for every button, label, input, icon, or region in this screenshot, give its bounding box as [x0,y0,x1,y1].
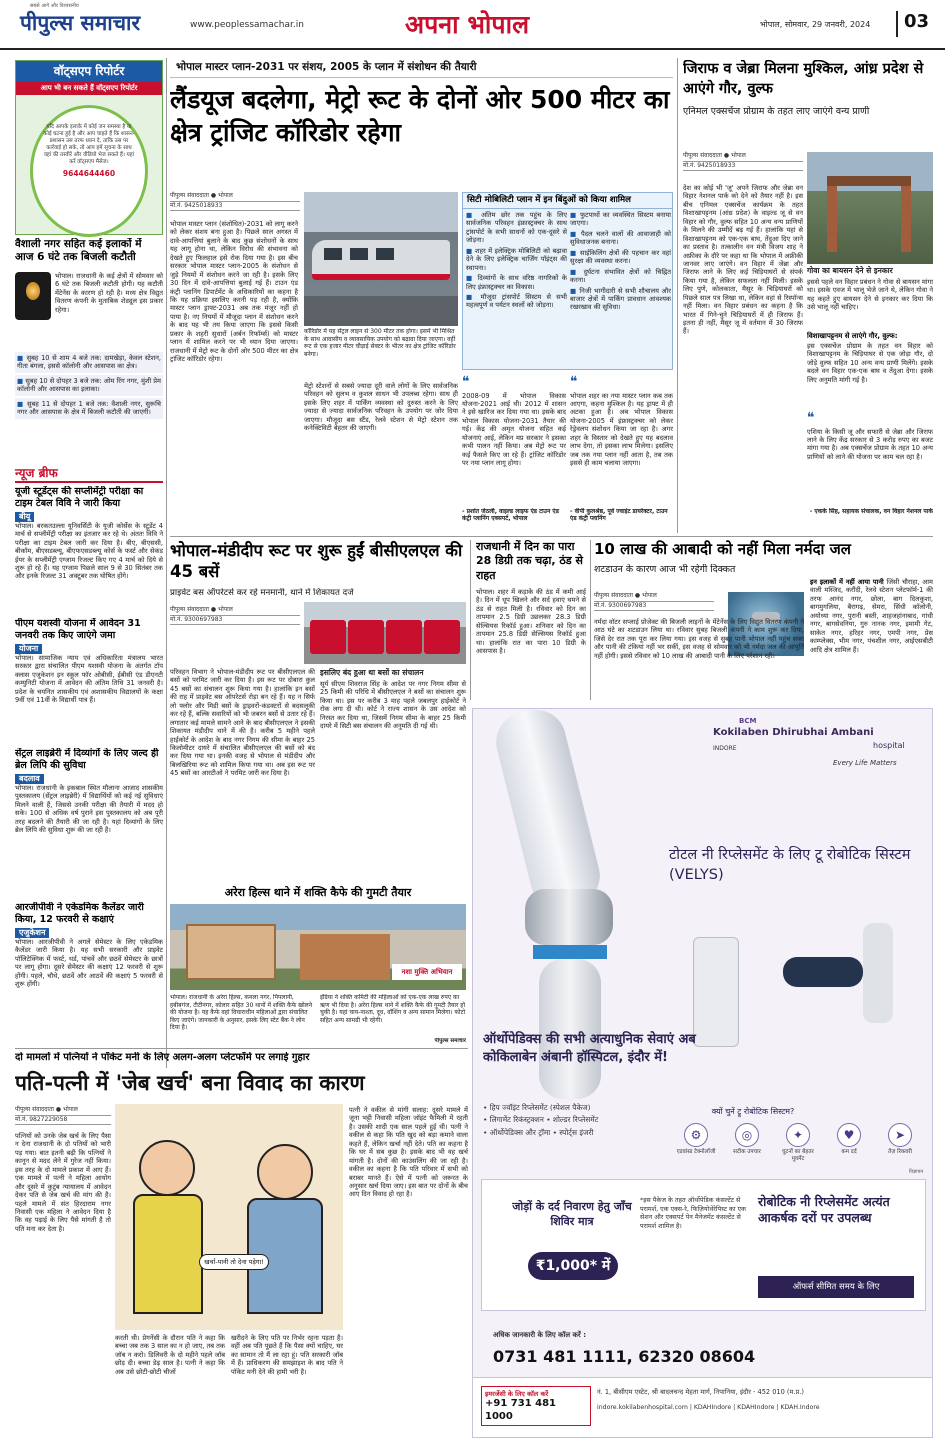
camp-title: जोड़ों के दर्द निवारण हेतु जाँच शिविर मात्र [512,1200,632,1228]
bus-photo [304,602,466,664]
quote-icon: ❝ [462,374,470,390]
brief-tag: योजना [15,644,42,654]
pain-icon: ♥ [837,1123,861,1147]
giraffe-subhead-2: विशाखापट्टनम से लाएंगे गौर, वुल्फ: [807,332,898,340]
brief-headline: आरजीपीवी ने एकेडमिक कैलेंडर जारी किया, 12 फरवरी से कक्षाएं [15,902,144,925]
couple-cartoon [115,1104,343,1330]
bus-body: परिवहन विभाग ने भोपाल-मंडीदीप रूट पर बीसीएलएल की बसों को परमिट जारी कर दिया है। इस रूट पर दोबारा कुल 45 बसों का संचालन शुरू किया गया है। हालांकि इन बसों की राह में प्राइवेट बस ऑपरेटर्स रोड़ा बन रहे हैं। यह न सिर्फ लो फ्लोर और मिडी बसों के ड्राइवरों-कंडक्टरों से बदसलूकी कर रहे हैं, बल्कि सवारियों को भी जबरन बसों से उतार रहे हैं। लगातार कई मामले सामने आने के बाद बीसीएलएल ने इसकी शिकायत मंडीदीप थाने में की है। करीब 5 महीने पहले हाईकोर्ट के आदेश के बाद नगर निगम की सीमा के बाहर 25 किलोमीटर दायरे में संचालित बीसीएलएल की बसों को बंद कर दिया गया था। इनकी वजह से भोपाल से मंडीदीप और बिलखिरिया रूट को शामिल किया गया था। अब इस रूट पर 45 बसों का आरटीओ ने परमिट जारी कर दिया है। [170,668,315,778]
giraffe-subhead: एनिमल एक्सचेंज प्रोग्राम के तहत लाए जाएंगे वन्य प्राणी [683,106,870,117]
brief-item [15,486,163,614]
mobility-point: ■ शहर में इलेक्ट्रिक मोबिलिटी को बढ़ावा देने के लिए इलेक्ट्रिक चार्जिंग पॉइंट्स की स्थापना। [466,246,567,272]
mobility-point: ■ दिव्यांगों के साथ वरिष्ठ नागरिकों के लिए इंफ्रास्ट्रक्चर का विकास। [466,274,567,291]
giraffe-mobile: मो.नं. 9425018933 [683,162,803,172]
water-areas [810,578,933,703]
kiosk-photo [170,904,466,990]
schedule-item: ■ सुबह 10 से शाम 4 बजे तक: दामखेड़ा, केवल स्टेशन, गीता बंगला, इससे कॉलोनी और आसपास का क्षेत्र। [15,352,163,373]
power-cut-schedule [15,352,163,460]
ad-services [483,1103,683,1159]
giraffe-story [683,60,933,532]
ad-city: INDORE [713,745,737,752]
ad-title: टोटल नी रिप्लेसमेंट के लिए टू रोबोटिक सिस्टम (VELYS) [669,847,911,884]
ad-brand-sub: hospital [873,741,905,750]
lead-body-2: मेट्रो स्टेशनों से सबसे ज्यादा दूरी वाले लोगों के लिए सार्वजनिक परिवहन को सुलभ व कुशल साधन भी उपलब्ध रहेगा। साथ ही इसके लिए शहर में पार्किंग व्यवस्था को दुरुस्त करने के लिए ज्यादा से ज्यादा सार्वजनिक परिवहन के उपयोग पर जोर दिया जाएगा। मौजूदा बस स्टैंड, रेलवे स्टेशन से मेट्रो स्टेशन तक कनेक्टिविटी बेहतर की जाएगी। [304,382,458,433]
brief-body: भोपाल। आरजीपीवी ने अगले सेमेस्टर के लिए एकेडमिक कैलेंडर जारी किया है। यह सभी सरकारी और प्राइवेट पॉलिटेक्निक में फर्स्ट, थर्ड, पांचवें और छठवें सेमेस्टर के छात्रों पर लागू होगा। दूसरे सेमेस्टर की कक्षाएं 12 फरवरी से शुरू होंगी। पहले, चौथे, छठवें और आठवें की कक्षाएं 5 फरवरी से शुरू होंगी। [15,937,163,988]
note-text: 2008-09 में भोपाल विकास योजना-2021 आई थी। 2012 में शासन ने इसे खारिज कर दिया गया था। इसके बाद भोपाल विकास योजना-2031 तैयार की गई। केंद्र की अमृत योजना सहित कई योजनाएं आई, लेकिन मप्र सरकार ने इसका कभी पालन नहीं किया। अब मेट्रो रूट पर कई फैसले किए जा रहे हैं। ट्रांजिट कॉरिडोर पर नया प्लान लागू होगा। [462,391,566,467]
brief-body: भोपाल। सामाजिक न्याय एवं अधिकारिता मंत्रालय भारत सरकार द्वारा संचालित पीएम यशस्वी योजना के अंतर्गत टॉप क्लास एजुकेशन इन स्कूल फॉर ओबीसी, ईबीसी एंड डीएनटी कम्युनिटी योजना में आवेदन की अंतिम तिथि 31 जनवरी है। प्रदेश के चयनित शासकीय एवं अशासकीय विद्यालयों के कक्षा 9वीं एवं 11वीं के विद्यार्थी पात्र हैं। [15,653,163,704]
expert-note [462,374,566,524]
giraffe-body: देश का कोई भी 'जू' अपने जिराफ और जेब्रा वन विहार नेशनल पार्क को देने को तैयार नहीं है। इस बीच एनिमल एक्सचेंज कार्यक्रम के तहत विशाखापट्टनम (आंध्र प्रदेश) के वाइल्ड जू से वन विहार को गौर, वुल्फ सहित 10 अन्य वन्य प्राणियों के मिलने की उम्मीदें बढ़ गई हैं। हालांकि यहां से विशाखापट्टनम को एक-एक बाघ, तेंदुआ दिए जाने का प्रस्ताव है। तत्कालीन वन मंत्री विजय शाह ने अफ्रीका के दौरे पर कहा था कि भोपाल में अफ्रीकी जानवर लाए जाएंगे। वन विहार में जेब्रा और जिराफ लाने के लिए कई चिड़ियाघरों से संपर्क किया गया है, लेकिन सफलता नहीं मिली। इसके लिए पुणे, कोलकाता, मैसूर के चिड़ियाघरों को पिछले साल पत्र लिखा था, लेकिन वहां से रिस्पॉन्स नहीं मिला। वन विहार प्रबंधन का कहना है कि भारत में गिने-चुने चिड़ियाघरों में ही जिराफ हैं। इतना ही नहीं, मैसूर जू में वर्तमान में 30 जिराफ हैं। [683,184,803,336]
water-body: नर्मदा वॉटर सप्लाई प्रोजेक्ट की बिजली लाइनों के मेंटेनेंस के लिए विद्युत वितरण कंपनी ने आठ घंटे का शटडाउन लिया था। रविवार सुबह बिजली कंपनी ने काम शुरू कर दिया, जिसे देर रात तक पूरा कर लिया गया। इस वजह से सुबह पानी भोपाल नहीं पहुंच सका और पानी की टंकियां नहीं भर सकीं, इस वजह से सोमवार को भी नर्मदा जल की आपूर्ति नहीं होगी। इससे रविवार को 10 लाख की आबादी पानी के लिए परेशान रही। [594,618,804,660]
giraffe-note-sign: - एकके सिंह, सहायक संचालक, वन विहार नेशनल पार्क [809,507,933,515]
pocket-headline: पति-पत्नी में 'जेब खर्च' बना विवाद का कारण [15,1071,365,1095]
service-item: • लिगामेंट रिकंस्ट्रक्शन • शोल्डर रिप्लेसमेंट [483,1115,599,1125]
mobility-point: ■ दुर्घटना संभावित क्षेत्रों को चिह्नित करना। [570,267,671,285]
pocket-body: पत्नियों को उनके जेब खर्च के लिए पैसा न देना राजधानी के दो पतियों को भारी पड़ गया। बात इतनी बढ़ी कि पत्नियों ने कानून से मदद लेने में गुरेज नहीं किया। इस तरह के दो मामले प्रकाश में आए हैं। एक मामले में पत्नी ने महिला आयोग और दूसरे में कुटुंब न्यायालय में आवेदन देकर पति से जेब खर्च की मांग की है। पहले मामले में संत हिरदाराम नगर निवासी एक महिला ने आवेदन दिया है कि वह पढ़ाई के लिए पैसे मांगती है तो पति मना कर देता है। [15,1132,111,1233]
city-mobility-left [466,211,567,367]
lead-byline: पीपुल्स संवाददाता ● भोपाल [170,192,300,202]
brief-item [15,618,163,744]
mobility-point: ■ पैदल चलने वालों की आवाजाही को सुविधाजनक बनाना। [570,229,671,247]
pocket-mobile: मो.नं. 9827229058 [15,1116,111,1126]
ad-services-title: ऑर्थोपेडिक्स की सभी अत्याधुनिक सेवाएं अब कोकिलाबेन अंबानी हॉस्पिटल, इंदौर में! [483,1032,696,1066]
bus-headline: भोपाल-मंडीदीप रूट पर शुरू हुईं बीसीएलएल की 45 बसें [170,541,463,582]
mobility-point: ■ साईकिलिंग क्षेत्रों की पहचान कर वहां सुरक्षा की व्यवस्था करना। [570,248,671,266]
pocket-byline: पीपुल्स संवाददाता ● भोपाल [15,1106,111,1116]
note-sign: - प्रशांत जेठली, वाइल्ड लाइफ एंड टाउन एंड कंट्री प्लानिंग एक्सपर्ट, भोपाल [462,507,559,522]
water-byline: पीपुल्स संवाददाता ● भोपाल [594,592,714,602]
kiosk-story [170,886,466,1046]
metro-photo [304,192,458,326]
why-item: ◎ सटीक उपचार [724,1123,770,1183]
lead-byline-box [170,192,300,211]
mobility-point: ■ निजी भागीदारी से सभी शौचालय और बाजार क्षेत्रों में पार्किंग प्रावधान आवश्यक रखरखाव की सुविधा। [570,286,671,312]
brief-body: भोपाल। राजधानी के इकबाल स्थित मौलाना आजाद शासकीय पुस्तकालय (सेंट्रल लाइब्रेरी) में विद्यार्थियों को कई नई सुविधाएं मिलने वाली हैं, जिससे उनकी परीक्षा की तैयारी में मदद हो सके। 100 से अधिक वर्ष पुराने इस पुस्तकालय को अब पूरी तरह बदलने की तैयारी की जा रही है। यहां दिव्यांगों के लिए ब्रेल लिपि की सुविधा शुरू की जा रही है। [15,783,163,834]
power-cut-headline: वैशाली नगर सहित कई इलाकों में आज 6 घंटे तक बिजली कटौती [15,238,142,264]
kiosk-caption-right: इंडिया ने शक्ति कमिटी की महिलाओं को एक-एक लाख रुपए का ऋण भी दिया है। अरेरा हिल्स थाने में शक्ति कैफे की गुमटी तैयार हो चुकी है। यहां चाय-नाश्ता, दूध, वॉशिंग व अन्य सामान मिलेगा। फोटो सहित अन्य सामग्री भी रहेगी। [320,994,466,1024]
giraffe-headline: जिराफ व जेब्रा मिलना मुश्किल, आंध्र प्रदेश से आएंगे गौर, वुल्फ [683,61,924,97]
ad-brand-tag: BCM [739,717,757,725]
whatsapp-title: वॉट्सएप रिपोर्टर [16,61,162,82]
ad-why-title: क्यों चुनें ट्रू रोबोटिक सिस्टम? [711,1107,795,1116]
brief-tag: बीयू [15,512,34,522]
giraffe-note [807,410,933,532]
emergency-box: इमरजेंसी के लिए कॉल करें +91 731 481 1000 [481,1386,591,1426]
pocket-kicker: दो मामलों में पत्नियों ने पॉकेट मनी के लिए अलग-अलग प्लेटफॉर्म पर लगाई गुहार [15,1052,310,1063]
offer-title: रोबोटिक नी रिप्लेसमेंट अत्यंत आकर्षक दरों पर उपलब्ध [758,1194,890,1226]
news-brief-label: न्यूज ब्रीफ [15,466,163,483]
whatsapp-phone[interactable]: 9644644460 [62,168,116,178]
giraffe-byline-box [683,152,803,171]
lead-body: भोपाल मास्टर प्लान (संशोधित)-2031 को लागू करने को लेकर संशय बना हुआ है। पिछले साल अगस्त में दावे-आपत्तियां बुलाने के बाद कुछ संशोधनों के साथ यह लागू होना था, लेकिन विरोध की संभावना को देखते हुए फिलहाल इसे रोक दिया गया है। इस बीच सरकार भोपाल मास्टर प्लान-2005 के संशोधन से जुड़े नियमों में संशोधन करने जा रही है। इसके लिए 30 दिन में दावे-आपत्तियां बुलाई गई हैं। टाउन एंड कंट्री प्लानिंग डिपार्टमेंट के अधिकारियों का कहना है कि यह प्रक्रिया इसलिए करनी पड़ रही है, क्योंकि मास्टर प्लान ड्राफ्ट-2031 अब तक मंजूर नहीं हो पाया है। नए नियमों में मौजूदा प्लान में संशोधन करने के बाद यह भी तय किया जाएगा कि इससे किसी प्रकार के शहरी सुधारों (अर्बन रिफॉर्म्स) को मास्टर प्लान में शामिल करने पर भी ध्यान दिया जाएगा। राजधानी में मेट्रो रूट के दोनों ओर 500 मीटर का क्षेत्र ट्रांजिट कॉरिडोर रहेगा। [170,220,298,363]
why-item: ♥ कम दर्द [826,1123,872,1183]
masthead [0,0,945,50]
note-text: भोपाल शहर का नया मास्टर प्लान कब तक आएगा, कहना मुश्किल है। यह ड्राफ्ट में ही अटका हुआ है। अब भोपाल विकास योजना-2005 में इंफ्रास्ट्रक्चर को लेकर रेड्रेवलप संशोधन किया जा रहा है। अगर शहर के विस्तार को देखते हुए यह बदलाव लाभ देगा, तो इसका लाभ मिलेगा। इसलिए जब तक नया प्लान नहीं आता है, तब तक इससे ही काम चलाया जाएगा। [570,391,673,467]
logo-tagline: सबसे आगे और विश्वसनीय [30,3,79,9]
bus-body-2: सूर्य सीएम शिवराज सिंह के आदेश पर नगर निगम सीमा से 25 किमी की परिधि में बीसीएलएल ने बसों का संचालन शुरू किया था। इस पर करीब 3 माह पहले जबलपुर हाईकोर्ट ने रोक लगा दी थी। कोर्ट ने राज्य शासन के उस आदेश को निरस्त कर दिया था, जिसमें निगम सीमा के बाहर 25 किमी दायरे में सिटी बस संचालन की अनुमति दी गई थी। [320,680,466,731]
ad-brand: Kokilaben Dhirubhai Ambani [713,727,874,738]
power-cut-body: भोपाल। राजधानी के कई क्षेत्रों में सोमवार को 6 घंटे तक बिजली कटौती होगी। यह कटौती मेंटेनेंस के कारण हो रही है। मध्य क्षेत्र विद्युत वितरण कंपनी के मुताबिक शेड्यूल इस प्रकार रहेगा। [55,272,163,314]
ad-why-list [673,1123,923,1183]
contact-label: अधिक जानकारी के लिए कॉल करें : [493,1331,587,1339]
bulb-icon [15,272,51,320]
power-cut-story [15,238,163,463]
contact-phones[interactable]: 0731 481 1111, 62320 08604 [493,1347,756,1366]
giraffe-body-2: इससे पहले वन विहार प्रबंधन ने गोवा से बायसन मांगा था। इसके एवज में भालू भेजे जाने थे, लेकिन गोवा ने यह कहते हुए बायसन देने से इनकार कर दिया कि उसे भालू नहीं चाहिए। [807,278,933,312]
ad-camp-box [481,1179,926,1311]
chip-icon: ⚙ [684,1123,708,1147]
brief-tag: एजुकेशन [15,928,49,938]
ad-logo [713,717,918,777]
giraffe-byline: पीपुल्स संवाददाता ● भोपाल [683,152,803,162]
target-icon: ◎ [735,1123,759,1147]
pocket-col-3: खरीदने के लिए पति पर निर्भर रहना पड़ता है। वहीं अब पति पूछते हैं कि पैसा क्यों चाहिए, घर का सामान तो मैं ला रहा हूं। पति सरकारी जॉब में हैं। प्राधिकरण की समझाइश के बाद पति ने पॉकेट मनी देने की हामी भरी है। [231,1334,343,1376]
brief-headline: पीएम यशस्वी योजना में आवेदन 31 जनवरी तक किए जाएंगे जमा [15,618,141,641]
water-story [594,540,933,705]
brief-tag: बदलाव [15,774,44,784]
water-headline: 10 लाख की आबादी को नहीं मिला नर्मदा जल [594,540,851,558]
recovery-icon: ➤ [888,1123,912,1147]
weather-headline: राजधानी में दिन का पारा 28 डिग्री तक चढ़ा, ठंड से राहत [476,540,583,582]
water-areas-text: इन इलाकों में नहीं आया पानी जिंसी चौराहा, आम वाली मस्जिद, करौंदी, रेलवे स्टेशन प्लेटफॉर्म-1 की तरफ आनंद नगर, छोला, बाग दिलकुशा, बागमुगलिया, बैरागढ़, सेमरा, सिंधी कॉलोनी, अयोध्या नगर, पुरानी बस्ती, शाहजहांनाबाद, गांधी नगर, बागसेवनिया, गुरु नानक नगर, इमामी गेट, साकेत नगर, हरिहर नगर, एमपी नगर, प्रेस काम्प्लेक्स, भीम नगर, पंचशील नगर, आईएसबीटी आदि क्षेत्र शामिल हैं। [810,578,933,654]
lead-headline: लैंडयूज बदलेगा, मेट्रो रूट के दोनों ओर 500 मीटर का क्षेत्र ट्रांजिट कॉरिडोर रहेगा [170,85,670,147]
pocket-byline-box [15,1106,111,1125]
quote-icon: ❝ [570,374,578,390]
whatsapp-bubble [30,105,148,237]
service-item: • हिप ज्वॉइंट रिप्लेसमेंट (स्पेशल पैकेज) [483,1103,591,1112]
robot-illustration [673,897,923,1067]
pocket-money-story [15,1052,468,1442]
ad-tagline: Every Life Matters [833,759,897,767]
why-item: ➤ तेज़ रिकवरी [877,1123,923,1183]
ad-footer [473,1377,933,1438]
expert-note [570,374,673,524]
camp-price: ₹1,000* में [528,1252,618,1280]
water-subhead: शटडाउन के कारण आज भी रहेगी दिक्कत [594,564,736,575]
cartoon-speech-bubble: खर्चा-पानी तो देना पड़ेगा! [199,1254,269,1270]
schedule-item: ■ सुबह 10 से दोपहर 3 बजे तक: ओम रिंग नगर, मुंशी प्रेम कॉलोनी और आसपास का इलाका। [15,375,163,396]
page-number: 03 [896,11,926,37]
brief-headline: यूजी स्टूडेंट्स की सप्लीमेंट्री परीक्षा का टाइम टेबल विवि ने जारी किया [15,486,144,509]
weather-body: भोपाल। शहर में कड़ाके की ठंड में कमी आई है। दिन में धूप खिलने और सर्द हवाएं थमने से ठंड से राहत मिली है। रविवार को दिन का तापमान 2.5 डिग्री उछलकर 28.3 डिग्री सेल्सियस रिकॉर्ड हुआ। शनिवार को दिन का तापमान 25.8 डिग्री सेल्सियस रिकॉर्ड हुआ था। हालांकि रात का पारा 10 डिग्री के आसपास है। [476,588,586,656]
mobility-point: ■ मौजूदा ट्रांसपोर्ट सिस्टम से सभी महत्वपूर्ण व पर्यटन स्थलों को जोड़ना। [466,292,567,310]
whatsapp-subtitle: आप भी बन सकते हैं वॉट्सएप रिपोर्टर [16,82,162,95]
weather-story [476,540,586,700]
lead-story [170,58,673,533]
mobility-point: ■ फुटपाथों का व्यवस्थित सिस्टम बनाया जाएगा। [570,211,671,228]
kiosk-credit: पीपुल्स समाचार [434,1038,466,1044]
bus-mobile: मो.नं. 9300697983 [170,616,300,626]
giraffe-note-text: एशिया के किसी जू और सफारी से जेब्रा और जिराफ लाने के लिए केंद्र सरकार से 3 करोड़ रुपए का बजट मांगा गया है। अब एक्सचेंज प्रोग्राम के तहत 10 अन्य प्राणियों को लाने की योजना पर काम चल रहा है। [807,427,933,461]
pocket-col-4: पत्नी ने वकील से मांगी सलाह: दूसरे मामले में जूना भट्टी निवासी महिला जॉइंट फैमिली में रहती है। उसकी शादी एक साल पहले हुई थी। पत्नी ने वकील से कहा कि पति खुद को बड़ा कमाने वाला कहते हैं, लेकिन खर्चा नहीं देते। पति का कहना है कि घर में सब कुछ है। इसके बाद भी वह खर्च मांगती है। दोनों की काउंसलिंग की जा रही है। वकील का कहना है कि पति परिवार में सभी को बराबर मानते हैं। ऐसे में पत्नी को जरूरत के अनुसार खर्च दिया जाए। इस बात पर दोनों के बीच आए दिन विवाद हो रहा है। [349,1106,468,1199]
brief-body: भोपाल। बरकतउल्ला यूनिवर्सिटी के यूजी कोर्सेस के स्टूडेंट 4 मार्च से सप्लीमेंट्री परीक्षा का इंतजार कर रहे थे। अंततः विवि ने परीक्षा का टाइम टेबल जारी कर दिया है। बीए, बीएससी, बीकॉम, बीएसडब्ल्यू, बीएफएसडब्ल्यू कोर्स के फर्स्ट और सेकंड ईयर के सप्लीमेंट्री एग्जाम रिजल्ट किए गए 4 मार्च को दिये से शुरू हो रहे हैं। यह एग्जाम पिछले साल 9 से 30 सितंबर तक और इनके रिजल्ट 31 अक्टूबर तक घोषित होंगे। [15,521,163,581]
city-mobility-title: सिटी मोबिलिटी प्लान में इन बिंदुओं को किया शामिल [463,193,672,209]
city-mobility-box [462,192,673,370]
dateline: भोपाल, सोमवार, 29 जनवरी, 2024 [760,20,871,29]
schedule-item: ■ सुबह 11 से दोपहर 1 बजे तक: वैशाली नगर, सुरूचि नगर और आसपास के क्षेत्र में बिजली कटौती की जाएगी। [15,398,163,419]
bus-subhead: प्राइवेट बस ऑपरेटर्स कर रहे मनमानी, थाने में शिकायत दर्ज [170,588,354,598]
bus-story [170,540,466,895]
lead-photo-caption: कॉरिडोर में यह सेंट्रल लाइन से 300 मीटर तक होगा। इसमें भी मिश्रित के साथ आवासीय व व्यावसायिक उपयोग को बढ़ावा दिया जाएगा। वहीं रूट से एक हजार मीटर चौड़ाई सेक्टर के भीतर का क्षेत्र ट्रांजिट कॉरिडोर बनेगा। [304,328,456,358]
whatsapp-box [15,60,163,235]
why-item: ⚙ एडवांस्ड टेक्नोलॉजी [673,1123,719,1183]
brief-item [15,748,163,898]
bus-photo-caption: इसलिए बंद हुआ था बसों का संचालन [320,668,424,677]
lead-kicker: भोपाल मास्टर प्लान-2031 पर संशय, 2005 के प्लान में संशोधन की तैयारी [170,58,673,78]
bus-byline-box [170,606,300,625]
kiosk-banner: नशा मुक्ति अभियान [392,964,462,980]
pocket-col-2: करती थी। प्रेगनेंसी के दौरान पति ने कहा कि बच्चा जब तक 3 साल का न हो जाए, तब तक जॉब न करो। डिलिवरी के दो महीने पहले जॉब छोड़ दी। बच्चा डेढ़ साल है। पत्नी ने कहा कि अब उसे छोटी-छोटी चीजों [115,1334,225,1376]
knee-icon: ✦ [786,1123,810,1147]
water-byline-box [594,592,714,611]
service-item: • ऑर्थोपेडिक्स और ट्रॉमा • स्पोर्ट्स इंजरी [483,1127,594,1137]
why-item: ✦ घुटनों का बेहतर मूवमेंट [775,1123,821,1183]
lead-mobile: मो.नं. 9425018933 [170,202,300,212]
camp-note: *इस पैकेज के तहत ऑर्थोपेडिक कंसल्टेंट से परामर्श, एक एक्स-रे, फिज़ियोथेरेपिस्ट का एक सेशन और एक्सपर्ट पेन मैनेजमेंट कंसल्टेंट से परामर्श शामिल है। [640,1196,746,1230]
kiosk-caption-left: भोपाल। राजधानी के अरेरा हिल्स, कमला नगर, पिपलानी, हबीबगंज, टीटीनगर, कोलार सहित 30 थानों में शक्ति कैफे खोलने की योजना है। यह कैफे वहां विचाराधीन महिलाओं द्वारा संचालित किए जाएंगे। जानकारी के अनुसार, इसके लिए स्टेट बैंक ने लोन दिया है। [170,994,313,1031]
whatsapp-text: यदि आपके इलाके में कोई जन समस्या है या कोई घटना हुई है और आप चाहते हैं कि शासन-प्रशासन उस तरफ ध्यान दे, ताकि उस पर कार्रवाई हो सके, तो आप हमें सूचना के साथ वहां की तस्वीरें और वीडियो भेज सकते हैं। यहां करें वॉट्सएप मैसेज। [43,123,135,165]
quote-icon: ❝ [807,410,815,426]
section-title: अपना भोपाल [405,10,530,39]
brief-item [15,902,163,1042]
ad-address: नं. 1, बीसीएम एस्टेट, श्री बादलचन्द मेहता मार्ग, निपानिया, इंदौर - 452 010 (म.प्र.) [597,1388,804,1396]
website-url: www.peoplessamachar.in [190,20,304,30]
offer-button[interactable]: ऑफर्स सीमित समय के लिए [758,1276,914,1298]
ad-web[interactable]: indore.kokilabenhospital.com | KDAHIndore | KDAHIndore | KDAH.Indore [597,1404,820,1411]
note-sign: - वीपी कुलश्रेष्ठ, पूर्व ज्वाइंट डायरेक्टर, टाउन एंड कंट्री प्लानिंग [570,507,668,522]
water-mobile: मो.नं. 9300697983 [594,602,714,612]
mobility-point: ■ अंतिम छोर तक पहुंच के लिए सार्वजनिक परिवहन इंफ्रास्ट्रक्चर के साथ ट्रांसपोर्ट के सभी साधनों को एक-दूसरे से जोड़ना। [466,211,567,245]
gate-photo [807,152,933,264]
giraffe-photo-caption: गोवा का बायसन देने से इनकार [807,266,893,275]
logo: पीपुल्स समाचार [20,11,141,35]
kiosk-headline: अरेरा हिल्स थाने में शक्ति कैफे की गुमटी तैयार [224,886,412,899]
hospital-ad [472,708,933,1438]
bus-byline: पीपुल्स संवाददाता ● भोपाल [170,606,300,616]
brief-headline: सेंट्रल लाइब्रेरी में दिव्यांगों के लिए जल्द ही ब्रेल लिपि की सुविधा [15,748,159,771]
ad-side-note: विज्ञापन [909,1169,924,1175]
giraffe-body-3: इस एक्सचेंज प्रोग्राम के तहत वन विहार को विशाखापट्टनम के चिड़ियाघर से एक जोड़ा गौर, दो जोड़े वुल्फ सहित 10 अन्य वन्य प्राणी मिलेंगे। इसके बदले वन विहार एक-एक बाघ व तेंदुआ देगा। इसके लिए अनुमति मांगी गई है। [807,342,933,384]
city-mobility-right [570,211,671,367]
